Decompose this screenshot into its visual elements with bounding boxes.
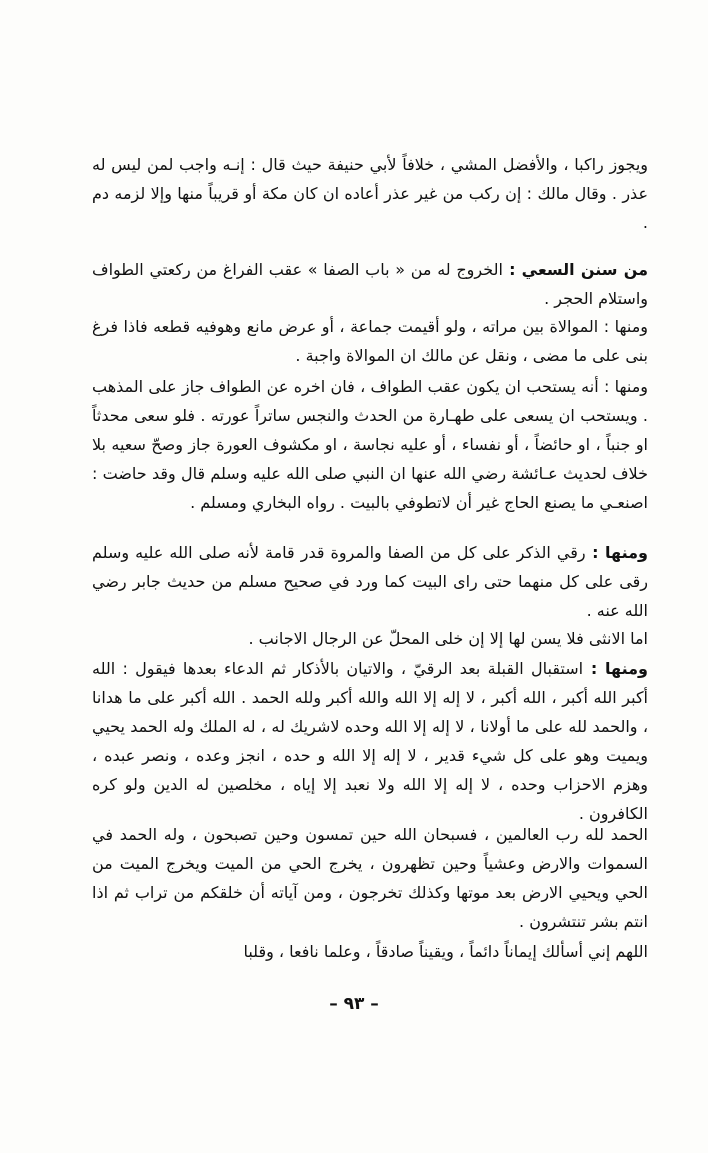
paragraph-supplication xyxy=(92,937,648,966)
paragraph-body: اما الانثى فلا يسن لها إلا إن خلى المحلّ عن الرجال الاجانب . xyxy=(248,629,648,648)
paragraph-continuity xyxy=(92,312,648,370)
paragraph-lead: ومنها : xyxy=(583,659,649,678)
paragraph-body: ويجوز راكبا ، والأفضل المشي ، خلافاً لأبي حنيفة حيث قال : إنـه واجب لمن ليس له عذر . وقال مالك : إن ركب من غير عذر أعاده ان كان مكة أو قريباً منها وإلا لزمه دم . xyxy=(92,155,648,232)
paragraph-body: الخروج له من « باب الصفا » عقب الفراغ من ركعتي الطواف واستلام الحجر . xyxy=(92,260,648,308)
paragraph-body: اللهم إني أسألك إيماناً دائماً ، ويقيناً صادقاً ، وعلما نافعا ، وقلبا xyxy=(243,942,648,961)
paragraph-qibla-dhikr xyxy=(92,654,648,828)
paragraph-praise xyxy=(92,820,648,936)
page-number: – ٩٣ – xyxy=(329,994,379,1014)
paragraph-sai-sunnah xyxy=(92,255,648,313)
paragraph-body: الحمد لله رب العالمين ، فسبحان الله حين تمسون وحين تصبحون ، وله الحمد في السموات والارض وعشياً وحين تظهرون ، يخرج الحي من الميت ويخرج الميت من الحي ويحيي الارض بعد موتها وكذلك تخرجون ، ومن آياته أن خلقكم من تراب ثم اذا انتم بشر تنتشرون . xyxy=(92,825,648,931)
paragraph-riding-walking xyxy=(92,150,648,237)
paragraph-female xyxy=(92,624,648,653)
paragraph-body: ومنها : الموالاة بين مراته ، ولو أقيمت جماعة ، أو عرض مانع وهوفيه قطعه فاذا فرغ بنى على ما مضى ، ونقل عن مالك ان الموالاة واجبة . xyxy=(92,317,648,365)
paragraph-body: رقي الذكر على كل من الصفا والمروة قدر قامة لأنه صلى الله عليه وسلم رقى على كل منهما حتى راى البيت كما ورد في صحيح مسلم من حديث جابر رضي الله عنه . xyxy=(92,543,648,620)
paragraph-body: ومنها : أنه يستحب ان يكون عقب الطواف ، فان اخره عن الطواف جاز على المذهب . ويستحب ان يسعى على طهـارة من الحدث والنجس ساتراً عورته . فلو سعى محدثاً او جنباً ، او حائضاً ، أو نفساء ، أو عليه نجاسة ، او مكشوف العورة جاز وصحّ سعيه بلا خلاف لحديث عـائشة رضي الله عنها ان النبي صلى الله عليه وسلم قال وقد حاضت : اصنعـي ما يصنع الحاج غير أن لاتطوفي بالبيت . رواه البخاري ومسلم . xyxy=(92,377,648,512)
paragraph-lead: ومنها : xyxy=(585,543,648,562)
paragraph-lead: من سنن السعي : xyxy=(502,260,648,279)
paragraph-after-tawaf xyxy=(92,372,648,517)
paragraph-body: استقبال القبلة بعد الرقيّ ، والاتيان بالأذكار ثم الدعاء بعدها فيقول : الله أكبر الله أكبر ، الله أكبر ، لا إله إلا الله والله أكبر ولله الحمد . الله أكبر على ما هدانا ، والحمد لله على ما أولانا ، لا إله إلا الله وحده لاشريك له ، له الملك وله الحمد يحيي ويميت وهو على كل شيء قدير ، لا إله إلا الله و حده ، انجز وعده ، ونصر عبده ، وهزم الاحزاب وحده ، لا إله إلا الله ولا نعبد إلا إياه ، مخلصين له الدين ولو كره الكافرون . xyxy=(92,659,648,823)
paragraph-ascending xyxy=(92,538,648,625)
